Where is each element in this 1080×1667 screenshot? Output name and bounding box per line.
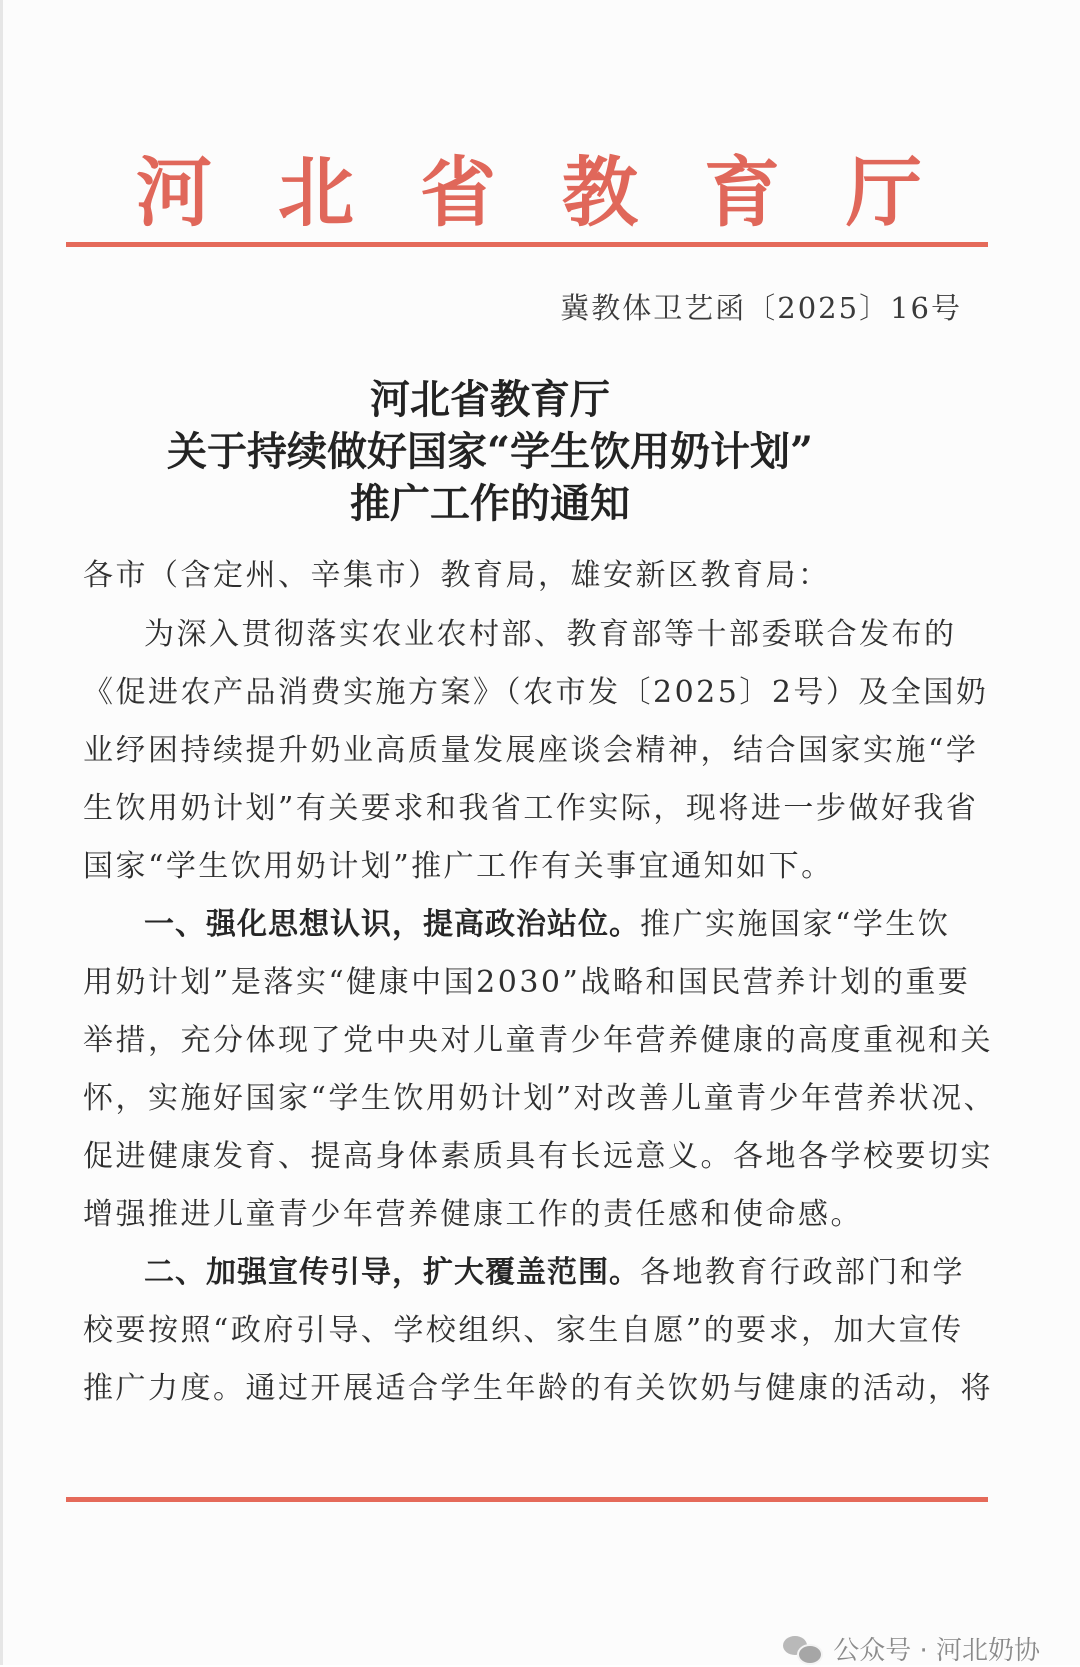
body-line: 举措，充分体现了党中央对儿童青少年营养健康的高度重视和关 [83, 1023, 993, 1058]
letterhead-char: 厅 [846, 148, 922, 237]
letterhead-char: 河 [136, 148, 212, 237]
letterhead-char: 北 [278, 148, 354, 237]
letterhead-char: 育 [704, 148, 780, 237]
body-line: 怀，实施好国家“学生饮用奶计划”对改善儿童青少年营养状况、 [83, 1081, 997, 1116]
letterhead-red-rule [66, 242, 988, 247]
body-line: 推广力度。通过开展适合学生年龄的有关饮奶与健康的活动，将 [83, 1371, 993, 1406]
document-number: 冀教体卫艺函〔2025〕16号 [560, 291, 962, 325]
body-line: 国家“学生饮用奶计划”推广工作有关事宜通知如下。 [83, 849, 834, 884]
section-two-first-text: 各地教育行政部门和学 [640, 1255, 965, 1290]
letterhead-char: 教 [562, 148, 638, 237]
body-line: 促进健康发育、提高身体素质具有长远意义。各地各学校要切实 [83, 1139, 993, 1174]
wechat-watermark [783, 1630, 1040, 1667]
body-line: 《促进农产品消费实施方案》（农市发〔2025〕2号）及全国奶 [83, 675, 989, 710]
letterhead-char: 省 [420, 148, 496, 237]
body-line: 生饮用奶计划”有关要求和我省工作实际，现将进一步做好我省 [83, 791, 979, 826]
letterhead [66, 148, 986, 238]
footer-red-rule [66, 1497, 988, 1502]
page-edge [0, 0, 3, 1665]
document-title-line: 关于持续做好国家“学生饮用奶计划” [166, 428, 813, 475]
section-one-first-line [144, 907, 964, 943]
body-line: 增强推进儿童青少年营养健康工作的责任感和使命感。 [83, 1197, 863, 1232]
body-line: 用奶计划”是落实“健康中国2030”战略和国民营养计划的重要 [83, 965, 971, 1000]
section-two-heading: 二、加强宣传引导，扩大覆盖范围。 [144, 1255, 640, 1290]
addressee-line: 各市（含定州、辛集市）教育局，雄安新区教育局： [83, 558, 831, 593]
section-one-first-text: 推广实施国家“学生饮 [640, 907, 951, 942]
wechat-icon [783, 1634, 823, 1664]
body-line: 为深入贯彻落实农业农村部、教育部等十部委联合发布的 [144, 617, 957, 652]
body-line: 校要按照“政府引导、学校组织、家生自愿”的要求，加大宣传 [83, 1313, 964, 1348]
watermark-text: 公众号 · 河北奶协 [833, 1636, 1040, 1666]
document-title-line: 推广工作的通知 [350, 480, 630, 527]
section-two-first-line [144, 1255, 964, 1291]
document-title-line: 河北省教育厅 [370, 376, 610, 423]
section-one-heading: 一、强化思想认识，提高政治站位。 [144, 907, 640, 942]
body-line: 业纾困持续提升奶业高质量发展座谈会精神，结合国家实施“学 [83, 733, 979, 768]
